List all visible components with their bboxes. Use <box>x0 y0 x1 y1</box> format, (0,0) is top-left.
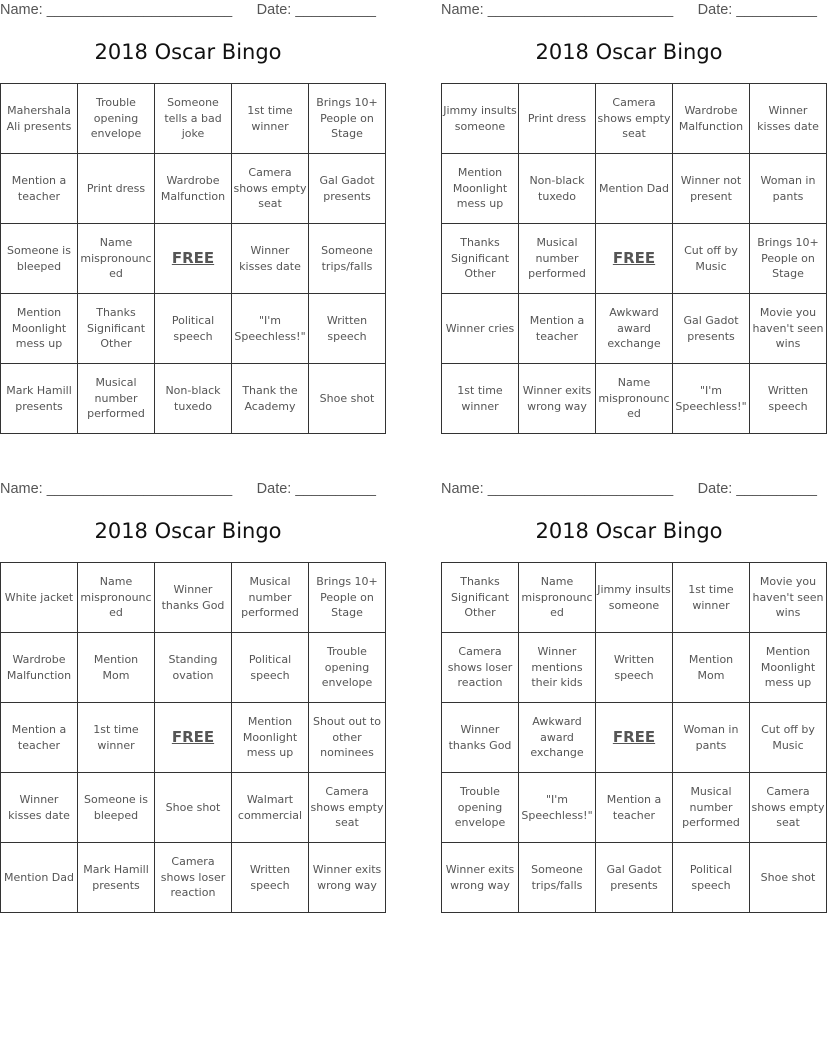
bingo-cell: Musical number performed <box>232 563 309 633</box>
bingo-cell: Mention a teacher <box>596 773 673 843</box>
bingo-cell: "I'm Speechless!" <box>673 364 750 434</box>
bingo-cell: Winner cries <box>442 294 519 364</box>
bingo-cell: Walmart commercial <box>232 773 309 843</box>
bingo-cell: Movie you haven't seen wins <box>750 294 827 364</box>
grid-row <box>442 563 827 633</box>
grid-row <box>1 294 386 364</box>
bingo-cell: Non-black tuxedo <box>155 364 232 434</box>
bingo-cell: Wardrobe Malfunction <box>673 84 750 154</box>
bingo-cell: Mark Hamill presents <box>78 843 155 913</box>
bingo-cell: Trouble opening envelope <box>442 773 519 843</box>
bingo-cell: Camera shows empty seat <box>750 773 827 843</box>
card-header <box>441 2 817 20</box>
card-title: 2018 Oscar Bingo <box>94 40 282 64</box>
bingo-cell: Winner not present <box>673 154 750 224</box>
grid-row <box>1 633 386 703</box>
free-space-cell: FREE <box>155 703 232 773</box>
bingo-cell: Thanks Significant Other <box>442 224 519 294</box>
bingo-cell: Winner exits wrong way <box>519 364 596 434</box>
grid-row <box>442 633 827 703</box>
free-space-cell: FREE <box>155 224 232 294</box>
bingo-grid <box>441 83 827 434</box>
date-field: Date: __________ <box>697 481 817 497</box>
bingo-cell: Name mispronounced <box>519 563 596 633</box>
bingo-cell: Winner thanks God <box>155 563 232 633</box>
name-field: Name: _______________________ <box>0 481 233 497</box>
bingo-cell: Cut off by Music <box>750 703 827 773</box>
bingo-cell: Winner thanks God <box>442 703 519 773</box>
bingo-cell: White jacket <box>1 563 78 633</box>
bingo-cell: Winner kisses date <box>232 224 309 294</box>
bingo-cell: Movie you haven't seen wins <box>750 563 827 633</box>
grid-row <box>442 84 827 154</box>
bingo-cell: Print dress <box>78 154 155 224</box>
bingo-cell: Name mispronounced <box>596 364 673 434</box>
grid-row <box>1 84 386 154</box>
bingo-cell: Written speech <box>232 843 309 913</box>
card-title: 2018 Oscar Bingo <box>94 519 282 543</box>
bingo-cell: Written speech <box>750 364 827 434</box>
bingo-cell: Camera shows loser reaction <box>155 843 232 913</box>
grid-row <box>442 773 827 843</box>
bingo-cell: 1st time winner <box>78 703 155 773</box>
grid-row <box>1 773 386 843</box>
bingo-cell: Camera shows loser reaction <box>442 633 519 703</box>
bingo-cell: Mark Hamill presents <box>1 364 78 434</box>
bingo-cell: Mention Moonlight mess up <box>442 154 519 224</box>
bingo-cell: Thanks Significant Other <box>78 294 155 364</box>
name-field: Name: _______________________ <box>0 2 233 18</box>
date-field: Date: __________ <box>256 2 376 18</box>
bingo-cell: Shout out to other nominees <box>309 703 386 773</box>
grid-row <box>442 703 827 773</box>
grid-row <box>442 224 827 294</box>
bingo-cell: Mention Mom <box>673 633 750 703</box>
bingo-cell: Gal Gadot presents <box>673 294 750 364</box>
bingo-cell: Someone trips/falls <box>519 843 596 913</box>
bingo-cell: Musical number performed <box>78 364 155 434</box>
bingo-cell: Mention a teacher <box>1 154 78 224</box>
bingo-cell: Trouble opening envelope <box>78 84 155 154</box>
bingo-cell: Musical number performed <box>519 224 596 294</box>
bingo-cell: Brings 10+ People on Stage <box>309 563 386 633</box>
bingo-cell: Shoe shot <box>309 364 386 434</box>
bingo-cell: Non-black tuxedo <box>519 154 596 224</box>
bingo-cell: Standing ovation <box>155 633 232 703</box>
grid-row <box>442 154 827 224</box>
bingo-cell: Winner exits wrong way <box>442 843 519 913</box>
bingo-cell: Awkward award exchange <box>596 294 673 364</box>
bingo-cell: Thank the Academy <box>232 364 309 434</box>
bingo-cell: Mention a teacher <box>1 703 78 773</box>
bingo-cell: Mention a teacher <box>519 294 596 364</box>
grid-row <box>442 294 827 364</box>
bingo-cell: "I'm Speechless!" <box>519 773 596 843</box>
bingo-cell: Winner mentions their kids <box>519 633 596 703</box>
bingo-cell: Mention Dad <box>596 154 673 224</box>
bingo-cell: Someone is bleeped <box>1 224 78 294</box>
bingo-cell: Camera shows empty seat <box>596 84 673 154</box>
bingo-cell: 1st time winner <box>442 364 519 434</box>
bingo-cell: Wardrobe Malfunction <box>155 154 232 224</box>
grid-row <box>1 703 386 773</box>
name-field: Name: _______________________ <box>441 481 674 497</box>
card-header <box>441 481 817 499</box>
bingo-cell: Political speech <box>232 633 309 703</box>
bingo-cell: "I'm Speechless!" <box>232 294 309 364</box>
grid-row <box>1 843 386 913</box>
bingo-cell: Written speech <box>309 294 386 364</box>
grid-row <box>1 154 386 224</box>
bingo-cell: Mention Moonlight mess up <box>750 633 827 703</box>
bingo-cell: Political speech <box>155 294 232 364</box>
card-header <box>0 2 376 20</box>
bingo-cell: Brings 10+ People on Stage <box>309 84 386 154</box>
grid-row <box>1 364 386 434</box>
grid-row <box>1 563 386 633</box>
bingo-cell: Woman in pants <box>673 703 750 773</box>
bingo-cell: 1st time winner <box>232 84 309 154</box>
card-title: 2018 Oscar Bingo <box>535 519 723 543</box>
bingo-cell: Someone is bleeped <box>78 773 155 843</box>
bingo-cell: Trouble opening envelope <box>309 633 386 703</box>
bingo-cell: Mention Mom <box>78 633 155 703</box>
bingo-cell: Mention Moonlight mess up <box>1 294 78 364</box>
bingo-cell: Someone trips/falls <box>309 224 386 294</box>
date-field: Date: __________ <box>256 481 376 497</box>
bingo-grid <box>0 562 386 913</box>
grid-row <box>1 224 386 294</box>
bingo-cell: Written speech <box>596 633 673 703</box>
bingo-cell: Awkward award exchange <box>519 703 596 773</box>
bingo-cell: Woman in pants <box>750 154 827 224</box>
bingo-cell: Someone tells a bad joke <box>155 84 232 154</box>
bingo-cell: Shoe shot <box>750 843 827 913</box>
name-field: Name: _______________________ <box>441 2 674 18</box>
bingo-cell: Gal Gadot presents <box>309 154 386 224</box>
bingo-cell: Mention Moonlight mess up <box>232 703 309 773</box>
bingo-cell: Shoe shot <box>155 773 232 843</box>
card-title: 2018 Oscar Bingo <box>535 40 723 64</box>
date-field: Date: __________ <box>697 2 817 18</box>
bingo-cell: Camera shows empty seat <box>232 154 309 224</box>
bingo-cell: Political speech <box>673 843 750 913</box>
bingo-cell: Winner kisses date <box>1 773 78 843</box>
bingo-grid <box>0 83 386 434</box>
bingo-grid <box>441 562 827 913</box>
grid-row <box>442 364 827 434</box>
grid-row <box>442 843 827 913</box>
card-header <box>0 481 376 499</box>
bingo-cell: Gal Gadot presents <box>596 843 673 913</box>
bingo-cell: 1st time winner <box>673 563 750 633</box>
free-space-cell: FREE <box>596 224 673 294</box>
bingo-cell: Mention Dad <box>1 843 78 913</box>
bingo-cell: Brings 10+ People on Stage <box>750 224 827 294</box>
bingo-cell: Name mispronounced <box>78 563 155 633</box>
bingo-cell: Name mispronounced <box>78 224 155 294</box>
free-space-cell: FREE <box>596 703 673 773</box>
bingo-cell: Camera shows empty seat <box>309 773 386 843</box>
bingo-cell: Jimmy insults someone <box>442 84 519 154</box>
bingo-cell: Wardrobe Malfunction <box>1 633 78 703</box>
bingo-cell: Musical number performed <box>673 773 750 843</box>
bingo-cell: Jimmy insults someone <box>596 563 673 633</box>
bingo-cell: Mahershala Ali presents <box>1 84 78 154</box>
bingo-cell: Cut off by Music <box>673 224 750 294</box>
bingo-cell: Winner exits wrong way <box>309 843 386 913</box>
bingo-cell: Winner kisses date <box>750 84 827 154</box>
bingo-cell: Print dress <box>519 84 596 154</box>
bingo-cell: Thanks Significant Other <box>442 563 519 633</box>
